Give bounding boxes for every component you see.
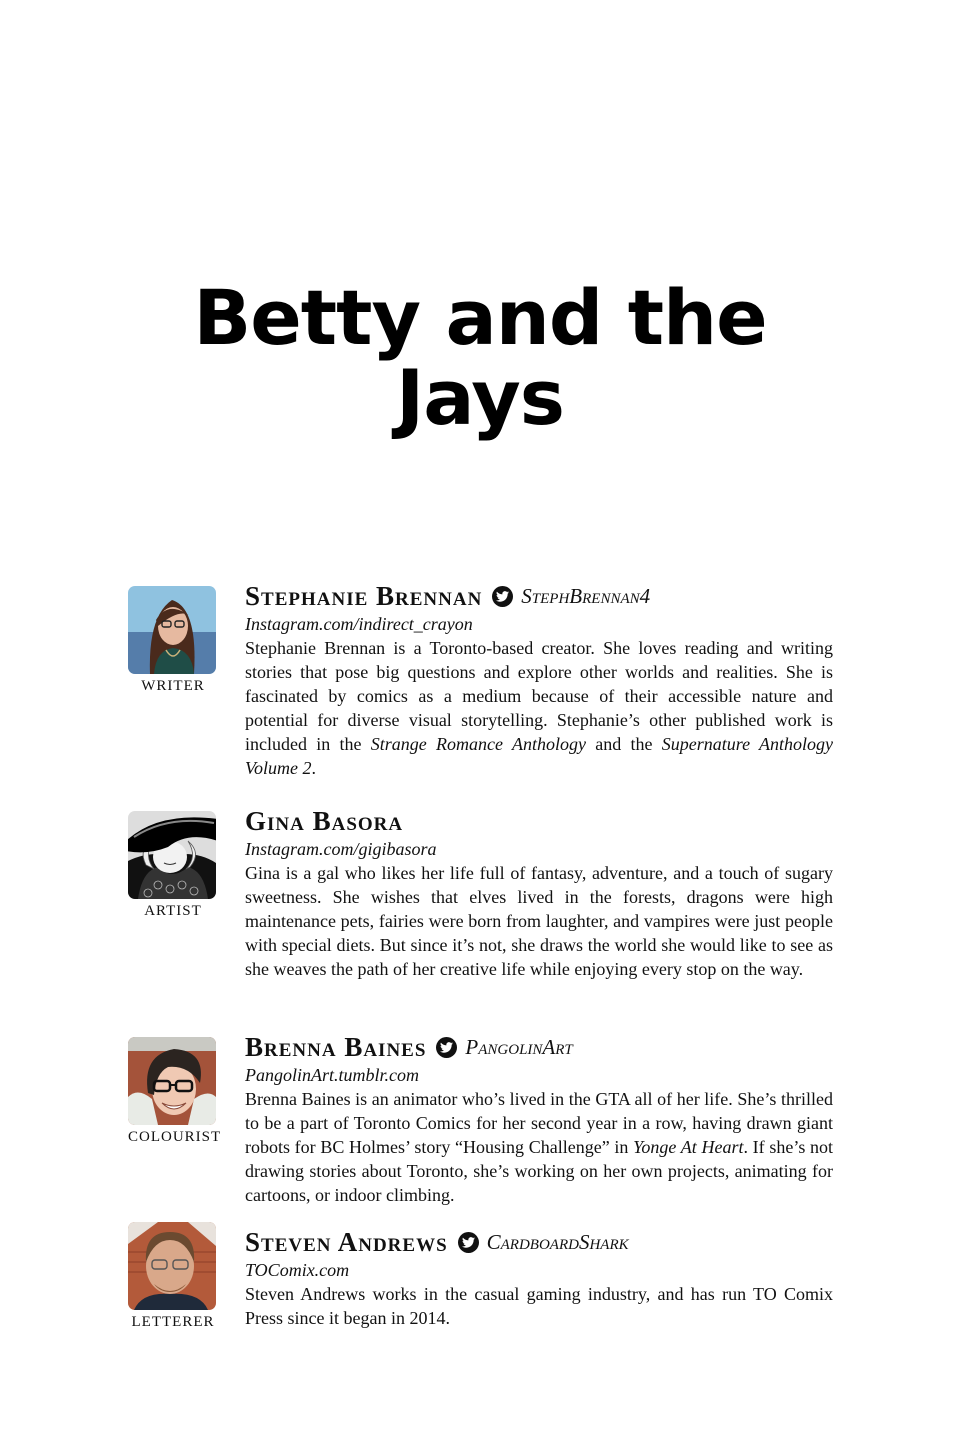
contributor-name: Stephanie Brennan — [245, 580, 483, 611]
portrait-photo-icon — [128, 1222, 216, 1310]
avatar-steven-andrews — [128, 1222, 216, 1310]
avatar-column — [128, 586, 218, 695]
bio-text-part: . — [311, 758, 316, 778]
bio-text: Steven Andrews works in the casual gaming industry, and has run TO Comix Press since it began in 2014. — [245, 1284, 833, 1328]
name-row — [245, 580, 833, 612]
book-title: Supernature Anthology Volume 2 — [245, 734, 833, 778]
book-title: Yonge At Heart — [633, 1137, 744, 1157]
bio-text-part: Brenna Baines is an animator who’s lived in the GTA all of her life. She’s thrilled to be a part of Toronto Comics for her second year in a row, having drawn giant robots for BC Holmes’ story “Housing Challenge” in — [245, 1089, 833, 1157]
twitter-bird-icon — [458, 1232, 479, 1253]
bio-content — [245, 805, 833, 981]
bio-text-part: and the — [585, 734, 662, 754]
website-link[interactable]: Instagram.com/indirect_crayon — [245, 614, 473, 634]
role-label: LETTERER — [131, 1314, 215, 1330]
role-label: ARTIST — [144, 903, 202, 919]
contributor-name: Brenna Baines — [245, 1031, 427, 1062]
website-link[interactable]: PangolinArt.tumblr.com — [245, 1065, 419, 1085]
role-label: COLOURIST — [128, 1129, 222, 1145]
illustration-portrait-icon — [128, 811, 216, 899]
role-label: WRITER — [141, 678, 205, 694]
twitter-handle-link[interactable]: CardboardShark — [486, 1229, 629, 1254]
bio-text — [245, 636, 833, 780]
avatar-column — [128, 1037, 222, 1146]
website-link[interactable]: TOComix.com — [245, 1260, 350, 1280]
bio-text — [245, 1087, 833, 1207]
twitter-bird-icon — [492, 586, 513, 607]
book-title: Strange Romance Anthology — [370, 734, 586, 754]
story-title-line-1: Betty and the — [193, 273, 767, 362]
avatar-stephanie-brennan — [128, 586, 216, 674]
bio-text-part: . If she’s not drawing stories about Toronto, she’s working on her own projects, animating for cartoons, or indoor climbing. — [245, 1137, 834, 1205]
avatar-column — [128, 1222, 218, 1331]
portrait-photo-icon — [128, 1037, 216, 1125]
twitter-handle-link[interactable]: StephBrennan4 — [521, 583, 651, 608]
avatar-column — [128, 811, 218, 920]
name-row — [245, 1226, 833, 1258]
story-title-line-2: Jays — [395, 353, 564, 442]
portrait-photo-icon — [128, 586, 216, 674]
bio-content — [245, 1031, 833, 1207]
bio-text-part: Stephanie Brennan is a Toronto-based creator. She loves reading and writing stories that pose big questions and explore other worlds and realities. She is fascinated by comics as a medium because of their accessible nature and potential for diverse visual storytelling. Stephanie’s other published work is included in the — [245, 638, 833, 754]
website-link[interactable]: Instagram.com/gigibasora — [245, 839, 437, 859]
twitter-handle-link[interactable]: PangolinArt — [465, 1034, 573, 1059]
contributor-name: Steven Andrews — [245, 1226, 448, 1257]
name-row — [245, 805, 833, 837]
twitter-bird-icon — [436, 1037, 457, 1058]
story-title — [0, 273, 960, 442]
name-row — [245, 1031, 833, 1063]
bio-content — [245, 580, 833, 780]
avatar-gina-basora — [128, 811, 216, 899]
contributor-name: Gina Basora — [245, 805, 404, 836]
avatar-brenna-baines — [128, 1037, 216, 1125]
bio-content — [245, 1226, 833, 1330]
bio-text: Gina is a gal who likes her life full of fantasy, adventure, and a touch of sugary sweetness. She wishes that elves lived in the forests, dragons were high maintenance pets, fairies were born from laughter, and vampires were just people with special diets. But since it’s not, she draws the world she would like to see as she weaves the path of her creative life while enjoying every stop on the way. — [245, 863, 833, 979]
